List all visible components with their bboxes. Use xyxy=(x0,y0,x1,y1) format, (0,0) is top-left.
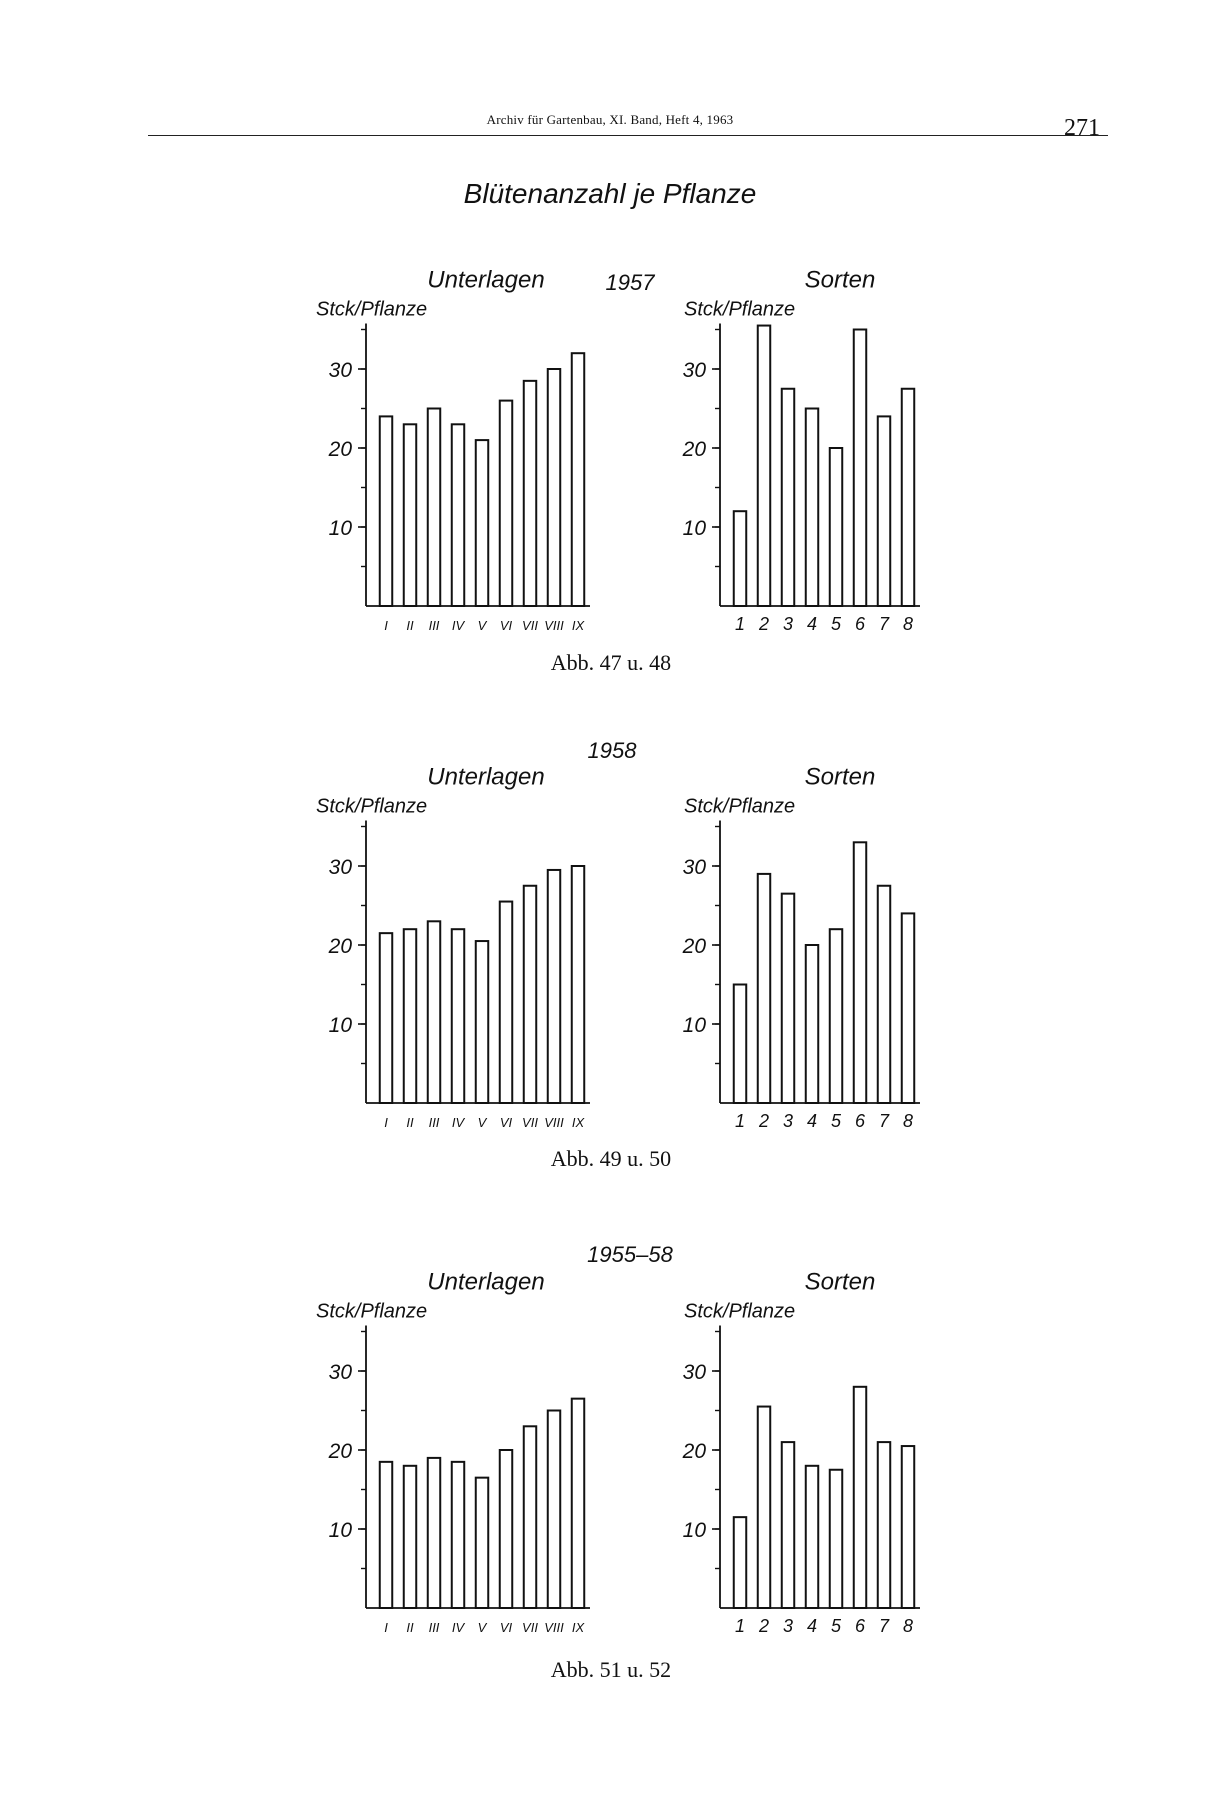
x-tick-label: 1 xyxy=(734,614,746,634)
panel-title: Unterlagen xyxy=(427,1268,545,1296)
bar xyxy=(830,448,842,606)
y-axis-title: Stck/Pflanze xyxy=(316,795,428,818)
x-tick-label: III xyxy=(428,1115,440,1130)
bar xyxy=(380,416,392,606)
bar xyxy=(806,945,818,1103)
y-tick-label: 20 xyxy=(328,1440,352,1463)
x-tick-label: 3 xyxy=(782,1111,794,1131)
figure-title: Blütenanzahl je Pflanze xyxy=(463,178,757,209)
page-number: 271 xyxy=(1064,115,1100,141)
y-tick-label: 10 xyxy=(328,517,352,540)
x-tick-label: IX xyxy=(571,618,585,633)
bar xyxy=(902,913,914,1103)
x-tick-label: VIII xyxy=(544,1115,564,1130)
bar xyxy=(380,1462,392,1608)
x-tick-label: V xyxy=(477,1620,487,1635)
bar xyxy=(524,1426,536,1608)
bar xyxy=(404,929,416,1103)
x-tick-label: 1 xyxy=(734,1616,746,1636)
x-tick-label: II xyxy=(406,1115,414,1130)
x-tick-label: 4 xyxy=(806,1616,818,1636)
bar xyxy=(902,1446,914,1608)
bar xyxy=(758,874,770,1103)
x-tick-label: VII xyxy=(522,618,538,633)
x-tick-label: I xyxy=(384,618,388,633)
bar xyxy=(428,409,440,607)
x-tick-label: IV xyxy=(451,1115,465,1130)
year-label: 1957 xyxy=(605,270,655,295)
y-tick-label: 30 xyxy=(328,359,352,382)
panel-title: Sorten xyxy=(804,763,876,791)
x-tick-label: I xyxy=(384,1115,388,1130)
x-tick-label: 6 xyxy=(854,1111,866,1131)
x-tick-label: 5 xyxy=(830,614,842,634)
bar xyxy=(548,1411,560,1609)
x-tick-label: 8 xyxy=(902,614,914,634)
x-tick-label: VIII xyxy=(544,1620,564,1635)
bar xyxy=(758,326,770,606)
figure-caption-3: Abb. 51 u. 52 xyxy=(550,1657,672,1682)
y-tick-label: 30 xyxy=(682,359,706,382)
bar xyxy=(548,870,560,1103)
y-tick-label: 20 xyxy=(682,935,706,958)
y-tick-label: 10 xyxy=(682,1519,706,1542)
bar xyxy=(734,1517,746,1608)
bar xyxy=(476,440,488,606)
x-tick-label: I xyxy=(384,1620,388,1635)
x-tick-label: II xyxy=(406,1620,414,1635)
y-tick-label: 30 xyxy=(328,856,352,879)
bar xyxy=(854,1387,866,1608)
x-tick-label: V xyxy=(477,618,487,633)
bar xyxy=(452,424,464,606)
x-tick-label: 5 xyxy=(830,1111,842,1131)
x-tick-label: 7 xyxy=(878,1616,890,1636)
x-tick-label: VI xyxy=(499,1620,513,1635)
year-label: 1955–58 xyxy=(587,1242,673,1267)
bar xyxy=(782,389,794,606)
bar xyxy=(380,933,392,1103)
bar xyxy=(524,886,536,1103)
x-tick-label: 2 xyxy=(758,1111,770,1131)
panel-title: Sorten xyxy=(804,266,876,294)
running-head: Archiv für Gartenbau, XI. Band, Heft 4, 1963 xyxy=(486,112,734,127)
y-tick-label: 30 xyxy=(682,856,706,879)
bar xyxy=(878,886,890,1103)
bar xyxy=(878,1442,890,1608)
panel-title: Unterlagen xyxy=(427,266,545,294)
x-tick-label: 6 xyxy=(854,614,866,634)
x-tick-label: 8 xyxy=(902,1111,914,1131)
x-tick-label: 4 xyxy=(806,1111,818,1131)
x-tick-label: 8 xyxy=(902,1616,914,1636)
bar xyxy=(854,842,866,1103)
bar xyxy=(782,1442,794,1608)
bar xyxy=(806,409,818,607)
x-tick-label: 7 xyxy=(878,614,890,634)
bar xyxy=(758,1407,770,1608)
y-tick-label: 20 xyxy=(328,438,352,461)
y-tick-label: 20 xyxy=(682,438,706,461)
bar xyxy=(500,401,512,606)
x-tick-label: IX xyxy=(571,1620,585,1635)
bar xyxy=(572,866,584,1103)
y-axis-title: Stck/Pflanze xyxy=(684,1300,796,1323)
x-tick-label: IX xyxy=(571,1115,585,1130)
bar xyxy=(452,929,464,1103)
x-tick-label: IV xyxy=(451,618,465,633)
bar xyxy=(476,1478,488,1608)
y-axis-title: Stck/Pflanze xyxy=(316,298,428,321)
x-tick-label: 4 xyxy=(806,614,818,634)
x-tick-label: 5 xyxy=(830,1616,842,1636)
bar xyxy=(452,1462,464,1608)
bar xyxy=(830,929,842,1103)
bar xyxy=(830,1470,842,1608)
bar xyxy=(428,1458,440,1608)
y-axis-title: Stck/Pflanze xyxy=(316,1300,428,1323)
bar xyxy=(500,1450,512,1608)
y-tick-label: 10 xyxy=(328,1014,352,1037)
bar xyxy=(404,1466,416,1608)
bar xyxy=(500,902,512,1103)
y-tick-label: 20 xyxy=(682,1440,706,1463)
x-tick-label: IV xyxy=(451,1620,465,1635)
x-tick-label: VI xyxy=(499,618,513,633)
year-label: 1958 xyxy=(587,738,637,763)
bar xyxy=(734,511,746,606)
bar xyxy=(476,941,488,1103)
bar xyxy=(404,424,416,606)
y-tick-label: 20 xyxy=(328,935,352,958)
y-tick-label: 10 xyxy=(682,517,706,540)
x-tick-label: VII xyxy=(522,1115,538,1130)
x-tick-label: 7 xyxy=(878,1111,890,1131)
y-tick-label: 30 xyxy=(682,1361,706,1384)
panel-title: Unterlagen xyxy=(427,763,545,791)
x-tick-label: II xyxy=(406,618,414,633)
x-tick-label: 1 xyxy=(734,1111,746,1131)
bar xyxy=(428,921,440,1103)
figure-caption-2: Abb. 49 u. 50 xyxy=(550,1146,672,1171)
x-tick-label: III xyxy=(428,618,440,633)
x-tick-label: 2 xyxy=(758,614,770,634)
x-tick-label: 6 xyxy=(854,1616,866,1636)
bar xyxy=(854,330,866,607)
x-tick-label: 3 xyxy=(782,614,794,634)
panel-title: Sorten xyxy=(804,1268,876,1296)
x-tick-label: III xyxy=(428,1620,440,1635)
x-tick-label: VII xyxy=(522,1620,538,1635)
y-tick-label: 10 xyxy=(682,1014,706,1037)
bar xyxy=(782,894,794,1103)
x-tick-label: 2 xyxy=(758,1616,770,1636)
x-tick-label: V xyxy=(477,1115,487,1130)
bar xyxy=(902,389,914,606)
bar xyxy=(524,381,536,606)
bar xyxy=(572,353,584,606)
x-tick-label: VI xyxy=(499,1115,513,1130)
bar xyxy=(572,1399,584,1608)
y-tick-label: 30 xyxy=(328,1361,352,1384)
y-tick-label: 10 xyxy=(328,1519,352,1542)
figure-caption-1: Abb. 47 u. 48 xyxy=(550,650,672,675)
bar xyxy=(548,369,560,606)
y-axis-title: Stck/Pflanze xyxy=(684,298,796,321)
bar xyxy=(806,1466,818,1608)
bar xyxy=(734,985,746,1104)
x-tick-label: 3 xyxy=(782,1616,794,1636)
x-tick-label: VIII xyxy=(544,618,564,633)
y-axis-title: Stck/Pflanze xyxy=(684,795,796,818)
bar xyxy=(878,416,890,606)
